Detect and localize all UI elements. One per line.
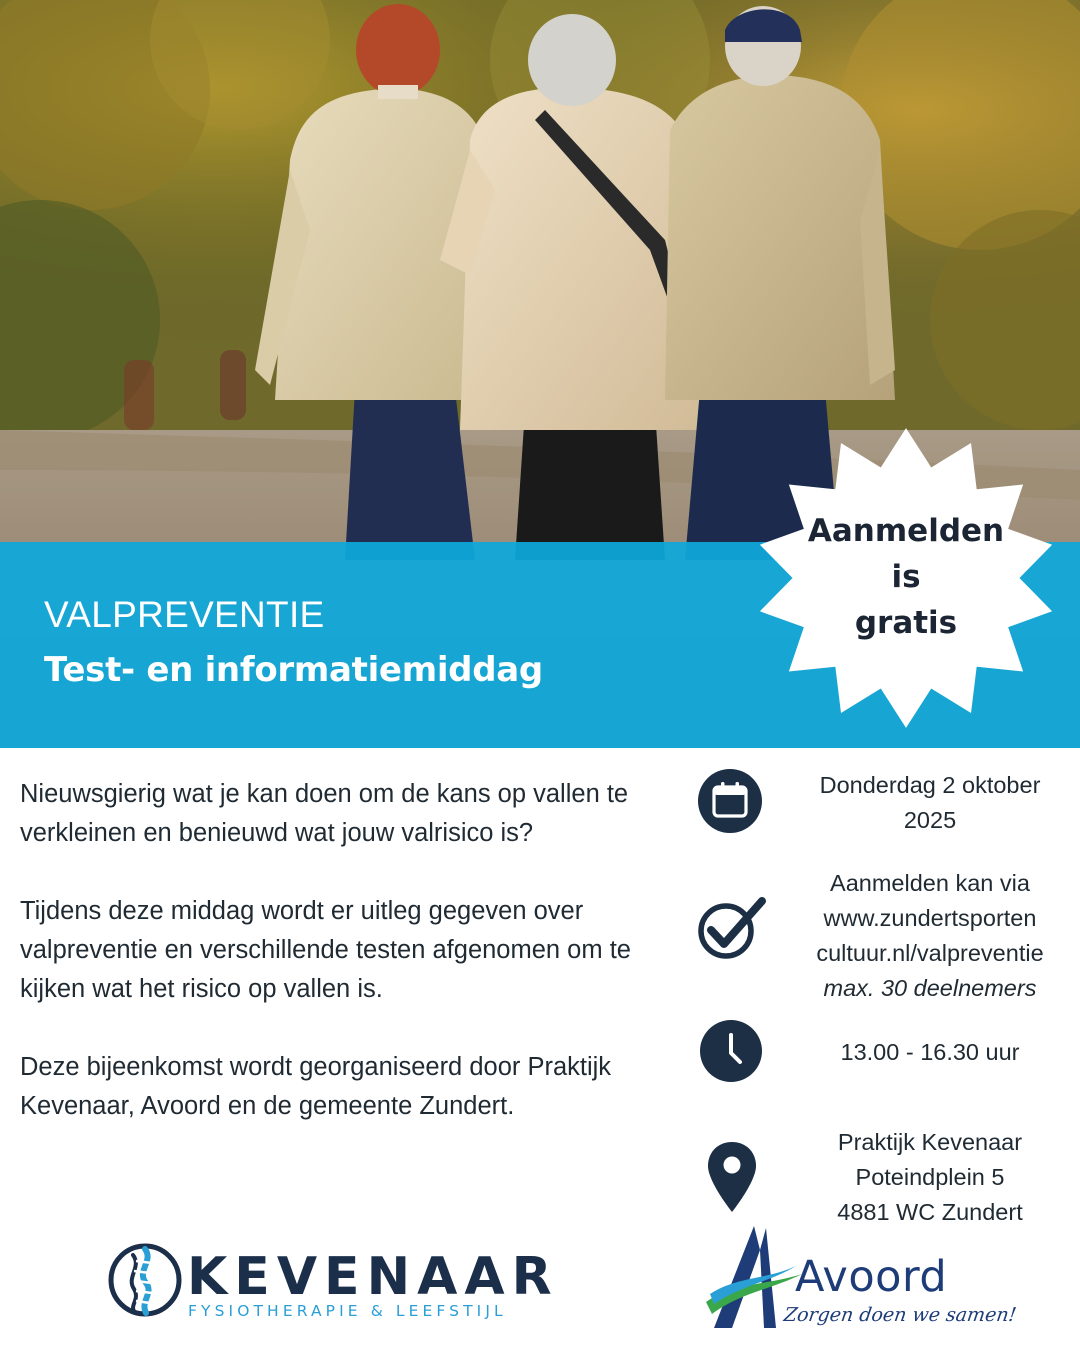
avoord-logo-tagline: Zorgen doen we samen!: [782, 1304, 1018, 1326]
avoord-logo-name: Avoord: [795, 1252, 948, 1302]
details-paragraph: Tijdens deze middag wordt er uitleg gegeven over valpreventie en verschillende testen afgenomen om te kijken wat het risico op vallen is.: [20, 897, 631, 1003]
clock-icon: [700, 1020, 762, 1082]
calendar-icon: [698, 769, 762, 833]
kevenaar-logo-name: KEVENAAR: [187, 1247, 559, 1307]
intro-paragraph: Nieuwsgierig wat je kan doen om de kans op vallen te verkleinen en benieuwd wat jouw valrisico is?: [20, 780, 629, 847]
event-location: [795, 1125, 1065, 1230]
location-line-3: 4881 WC Zundert: [837, 1199, 1023, 1225]
kevenaar-spine-logo-icon: [106, 1241, 184, 1319]
date-line-1: Donderdag 2 oktober: [819, 772, 1041, 798]
checkmark-icon: [696, 895, 766, 963]
event-time: [795, 1035, 1065, 1070]
registration-url-part-2[interactable]: cultuur.nl/valpreventie: [816, 940, 1044, 966]
max-participants-note: max. 30 deelnemers: [823, 975, 1037, 1001]
kevenaar-logo-tagline: FYSIOTHERAPIE & LEEFSTIJL: [188, 1302, 507, 1320]
event-date: [795, 768, 1065, 838]
free-registration-badge-text: [756, 508, 1056, 646]
time-line: 13.00 - 16.30 uur: [840, 1039, 1020, 1065]
date-line-2: 2025: [903, 807, 957, 833]
registration-line-1: Aanmelden kan via: [830, 870, 1030, 896]
location-line-2: Poteindplein 5: [855, 1164, 1005, 1190]
organizer-paragraph: Deze bijeenkomst wordt georganiseerd door Praktijk Kevenaar, Avoord en de gemeente Zundert.: [20, 1053, 612, 1120]
registration-url-part-1[interactable]: www.zundertsporten: [823, 905, 1037, 931]
location-line-1: Praktijk Kevenaar: [837, 1129, 1023, 1155]
registration-info: [795, 866, 1065, 1006]
location-pin-icon: [706, 1140, 758, 1214]
badge-line-3: gratis: [854, 605, 958, 641]
badge-line-1: Aanmelden: [807, 513, 1005, 549]
banner-title: VALPREVENTIE: [44, 594, 325, 635]
banner-subtitle: Test- en informatiemiddag: [44, 650, 543, 690]
description-text: [20, 775, 690, 1165]
badge-line-2: is: [891, 559, 921, 595]
